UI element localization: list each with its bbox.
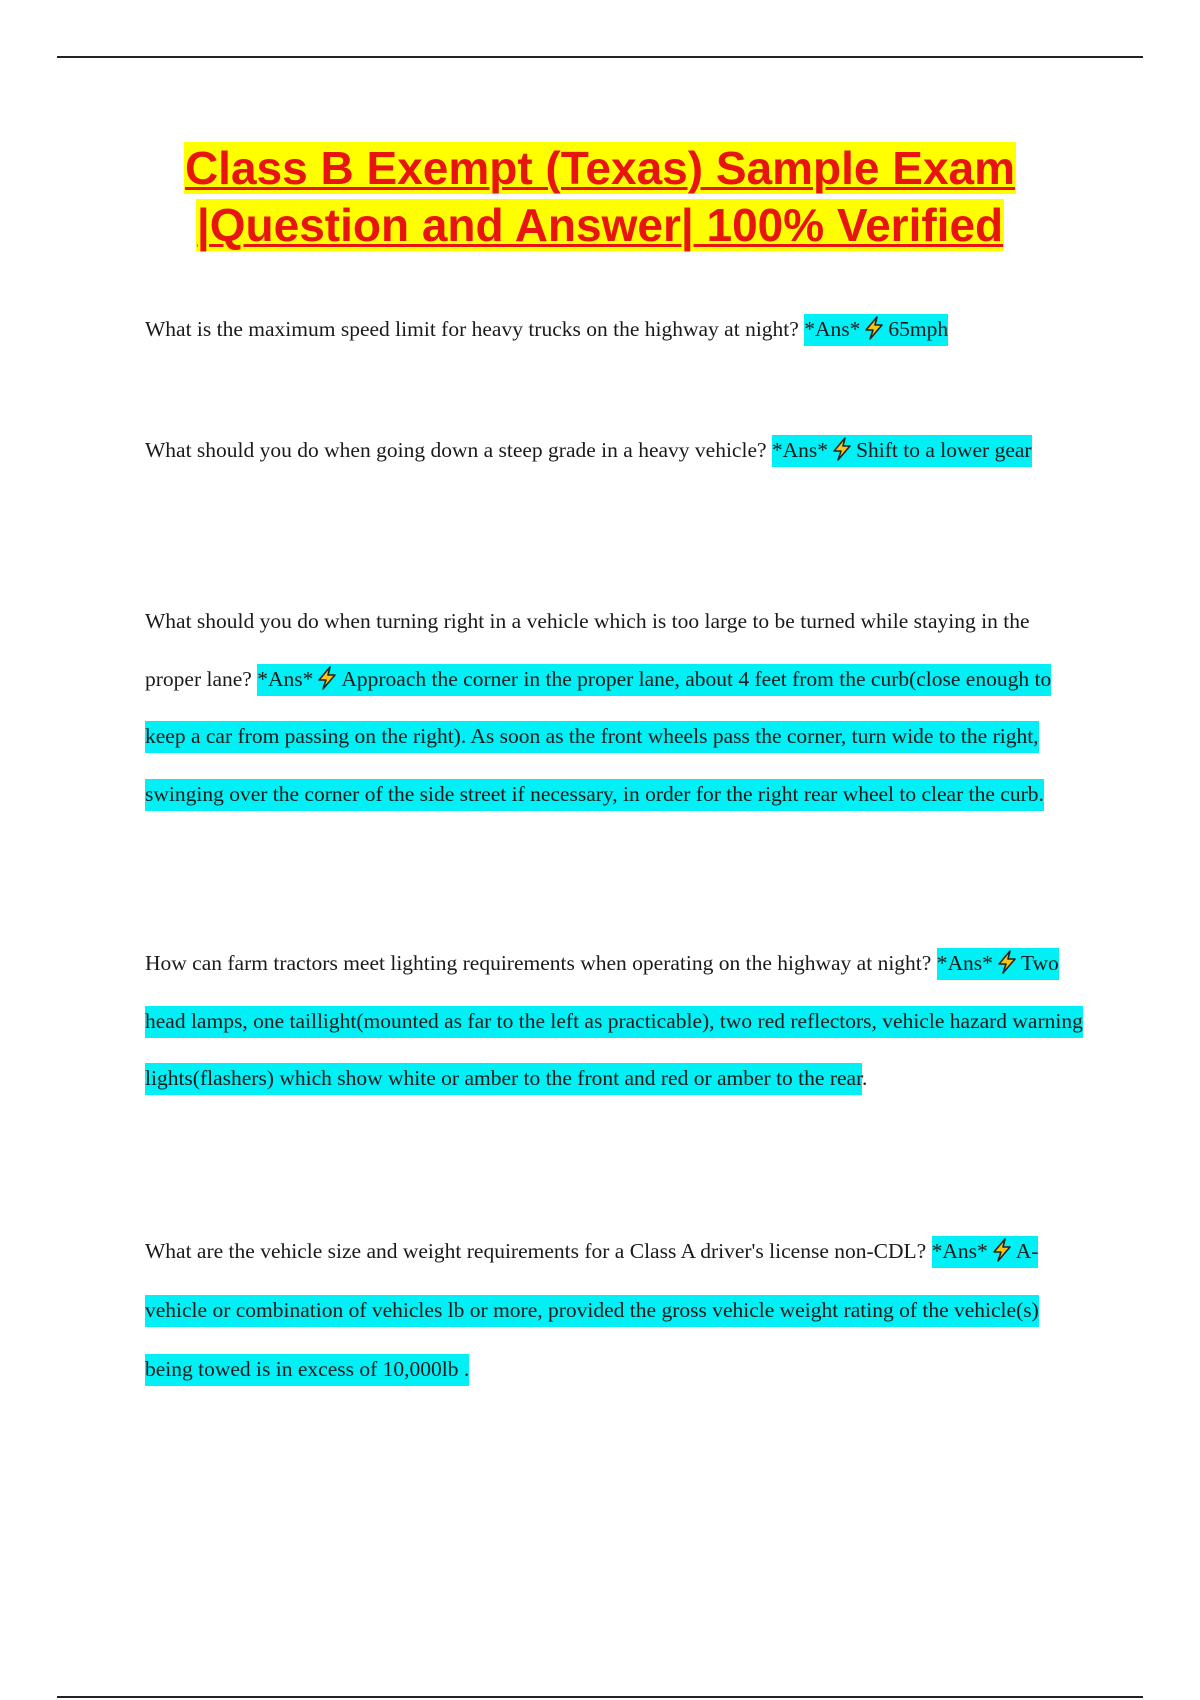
lightning-bolt-icon — [861, 315, 887, 341]
answer-block — [145, 664, 1051, 811]
answer-block — [804, 314, 948, 346]
answer-text: Approach the corner in the proper lane, about 4 feet from the curb(close enough to keep a car from passing on the right). As soon as the front wheels pass the corner, turn wide to the right, swinging over the corner of the side street if necessary, in order for the right rear wheel to clear the curb. — [145, 666, 1052, 806]
answer-text: 65mph — [888, 317, 949, 341]
question-text: What should you do when going down a steep grade in a heavy vehicle? — [145, 438, 767, 462]
question-text: What should you do when turning right in a vehicle which is too large to be turned while staying in the proper lane? — [145, 609, 1030, 691]
qa-item — [145, 593, 1085, 823]
answer-prefix: *Ans* — [931, 1239, 988, 1263]
answer-prefix: *Ans* — [257, 666, 314, 691]
top-divider — [57, 56, 1143, 58]
answer-text: A- vehicle or combination of vehicles lb or more, provided the gross vehicle weight rating of the vehicle(s) being towed is in excess of 10,000lb . — [145, 1239, 1039, 1381]
question-text: What is the maximum speed limit for heavy trucks on the highway at night? — [145, 317, 799, 341]
answer-prefix: *Ans* — [936, 951, 993, 975]
answer-prefix: *Ans* — [804, 317, 861, 341]
answer-trailing: . — [862, 1066, 868, 1090]
bottom-divider — [57, 1696, 1143, 1698]
qa-item — [145, 935, 1085, 1108]
question-text: What are the vehicle size and weight requirements for a Class A driver's license non-CDL? — [145, 1239, 927, 1263]
lightning-bolt-icon — [994, 949, 1020, 975]
qa-item — [145, 300, 1085, 358]
answer-block — [772, 435, 1032, 467]
answer-prefix: *Ans* — [771, 438, 829, 462]
qa-item — [145, 421, 1085, 479]
answer-text: Shift to a lower gear — [856, 438, 1032, 462]
lightning-bolt-icon — [829, 436, 855, 462]
lightning-bolt-icon — [314, 665, 340, 691]
qa-item — [145, 1222, 1085, 1399]
title-line-2: |Question and Answer| 100% Verified — [196, 199, 1004, 251]
title-line-1: Class B Exempt (Texas) Sample Exam — [184, 142, 1016, 194]
answer-text: Two head lamps, one taillight(mounted as far to the left as practicable), two red reflectors, vehicle hazard warning lights(flashers) which show white or amber to the front and red or amber to the rear — [145, 951, 1083, 1090]
document-title — [100, 140, 1100, 254]
lightning-bolt-icon — [989, 1237, 1015, 1263]
question-text: How can farm tractors meet lighting requirements when operating on the highway at night? — [145, 951, 932, 975]
